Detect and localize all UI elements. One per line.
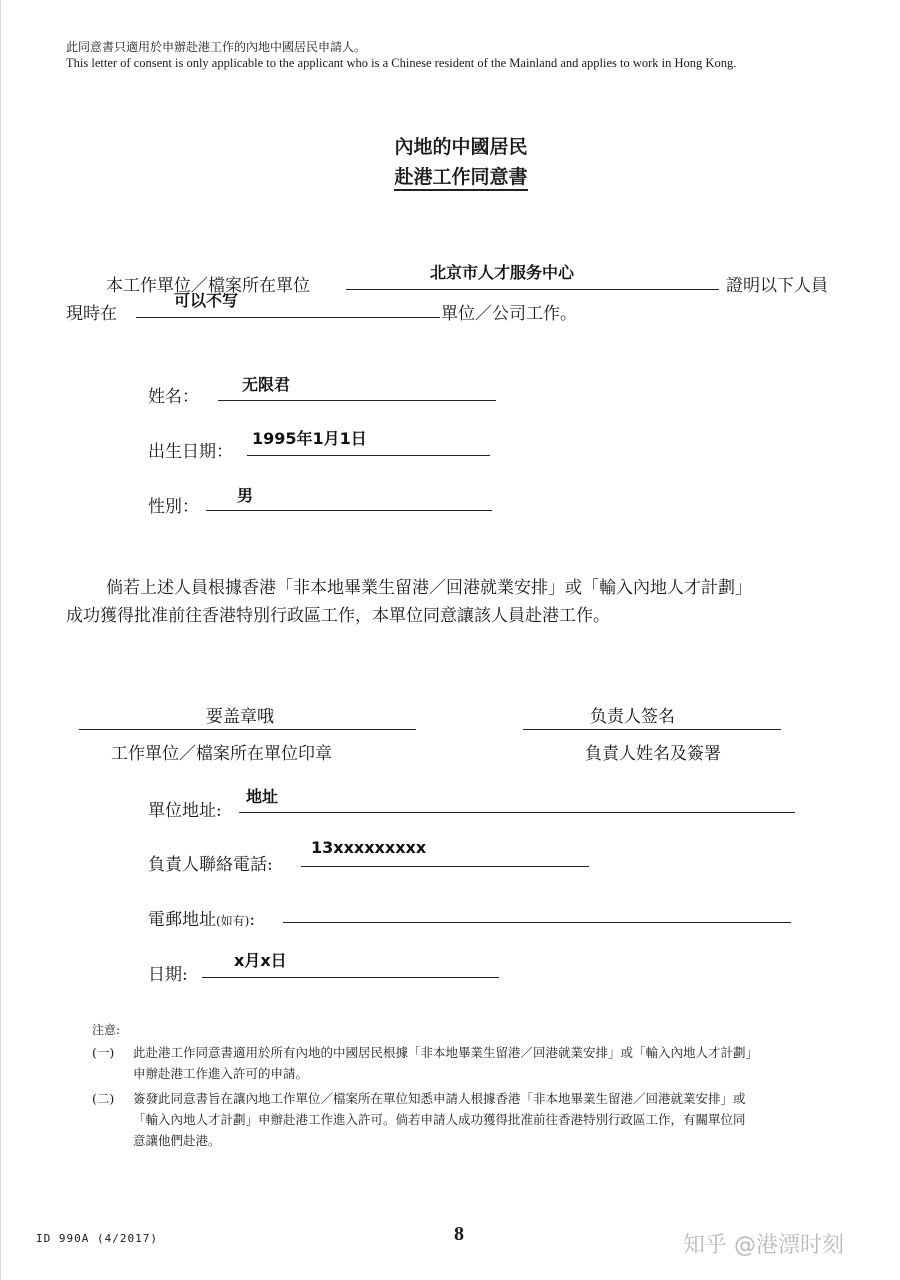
note-1-line2: 申辦赴港工作進入許可的申請。	[133, 1066, 309, 1081]
company-field-value: 可以不写	[174, 291, 239, 310]
stamp-label: 工作單位／檔案所在單位印章	[111, 744, 332, 764]
header-note-cn: 此同意書只適用於申辦赴港工作的內地中國居民申請人。	[66, 40, 367, 54]
note-2-line2: 「輸入內地人才計劃」申辦赴港工作進入許可。倘若申請人成功獲得批准前往香港特別行政區工作，有關單位同	[133, 1112, 746, 1127]
intro-now-at: 現時在	[66, 304, 117, 324]
sex-field-value: 男	[237, 486, 254, 505]
phone-label: 負責人聯絡電話:	[148, 855, 273, 875]
email-field-line[interactable]	[283, 922, 791, 923]
sex-label: 性別：	[148, 497, 199, 517]
consent-line2: 成功獲得批准前往香港特別行政區工作，本單位同意讓該人員赴港工作。	[66, 606, 610, 626]
stamp-field-value: 要盖章哦	[206, 707, 274, 727]
email-label: 電郵地址(如有):	[148, 910, 256, 930]
name-field-line[interactable]	[218, 400, 496, 401]
name-label: 姓名：	[148, 387, 199, 407]
note-1-line1: 此赴港工作同意書適用於所有內地的中國居民根據「非本地畢業生留港／回港就業安排」或「輸入內地人才計劃」	[133, 1045, 759, 1060]
note-2-number: (二)	[92, 1091, 115, 1106]
name-field-value: 无限君	[242, 375, 291, 394]
stamp-field-line[interactable]	[79, 729, 416, 730]
address-field-value: 地址	[246, 787, 279, 806]
phone-field-line[interactable]	[301, 866, 589, 867]
signature-field-value: 负责人签名	[590, 707, 675, 727]
form-title-line2: 赴港工作同意書	[0, 162, 900, 189]
address-label: 單位地址:	[148, 801, 222, 821]
unit-field-line[interactable]	[346, 289, 719, 290]
note-1-number: (一)	[92, 1045, 115, 1060]
signature-field-line[interactable]	[523, 729, 781, 730]
header-note-en: This letter of consent is only applicable to the applicant who is a Chinese resident of the Mainland and applies to work in Hong Kong.	[66, 56, 737, 70]
intro-lead: 本工作單位／檔案所在單位	[106, 276, 310, 296]
note-2-line3: 意讓他們赴港。	[133, 1133, 221, 1148]
consent-line1: 倘若上述人員根據香港「非本地畢業生留港／回港就業安排」或「輸入內地人才計劃」	[106, 578, 752, 598]
dob-field-value: 1995年1月1日	[252, 429, 367, 448]
email-optional-hint: (如有)	[216, 914, 250, 928]
zhihu-watermark: 知乎 @港漂时刻	[683, 1233, 844, 1258]
form-id: ID 990A (4/2017)	[36, 1232, 158, 1245]
dob-field-line[interactable]	[247, 455, 490, 456]
phone-field-value: 13xxxxxxxxx	[311, 838, 427, 857]
page-edge	[0, 0, 1, 1280]
date-label: 日期:	[148, 965, 188, 985]
sex-field-line[interactable]	[206, 510, 492, 511]
signature-label: 負責人姓名及簽署	[585, 744, 721, 764]
page-number: 8	[454, 1223, 464, 1245]
intro-work-suffix: 單位／公司工作。	[441, 304, 577, 324]
date-field-line[interactable]	[202, 977, 499, 978]
dob-label: 出生日期：	[148, 442, 233, 462]
notes-heading: 注意:	[92, 1023, 121, 1037]
note-2-line1: 簽發此同意書旨在讓內地工作單位／檔案所在單位知悉申請人根據香港「非本地畢業生留港／回港就業安排」或	[133, 1091, 746, 1106]
intro-certify: 證明以下人員	[726, 276, 828, 296]
company-field-line[interactable]	[136, 317, 440, 318]
form-title-line1: 內地的中國居民	[394, 136, 528, 158]
date-field-value: x月x日	[234, 951, 287, 970]
unit-field-value: 北京市人才服务中心	[430, 263, 575, 282]
address-field-line[interactable]	[239, 812, 795, 813]
